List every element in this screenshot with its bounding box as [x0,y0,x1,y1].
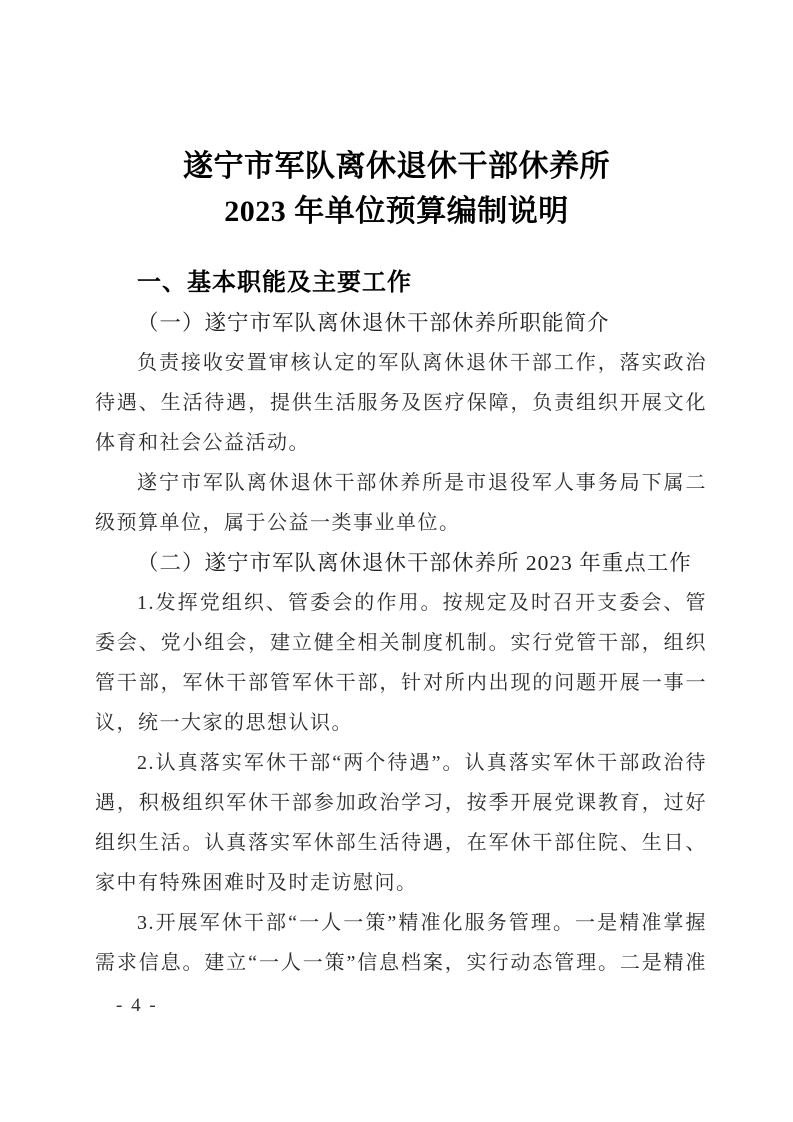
paragraph-line: 待遇、生活待遇，提供生活服务及医疗保障，负责组织开展文化 [95,392,707,414]
paragraph-line: 1.发挥党组织、管委会的作用。按规定及时召开支委会、管 [137,592,707,614]
paragraph-line: 3.开展军休干部“一人一策”精准化服务管理。一是精准掌握 [137,912,707,934]
paragraph-line: 家中有特殊困难时及时走访慰问。 [95,872,418,894]
title-line-1: 遂宁市军队离休退休干部休养所 [183,150,610,183]
paragraph-line: 组织生活。认真落实军休部生活待遇，在军休干部住院、生日、 [95,832,707,854]
paragraph-line: 2.认真落实军休干部“两个待遇”。认真落实军休干部政治待 [137,752,707,774]
paragraph-line: 遇，积极组织军休干部参加政治学习，按季开展党课教育，过好 [95,792,707,814]
paragraph-line: 委会、党小组会，建立健全相关制度机制。实行党管干部，组织 [95,632,707,654]
subsection-heading-2: （二）遂宁市军队离休退休干部休养所 2023 年重点工作 [137,551,692,575]
title-line-2: 2023 年单位预算编制说明 [224,195,569,228]
paragraph-line: 管干部，军休干部管军休干部，针对所内出现的问题开展一事一 [95,672,707,694]
section-heading-1: 一、基本职能及主要工作 [137,269,412,296]
paragraph-line: 级预算单位，属于公益一类事业单位。 [95,512,461,534]
document-body [95,263,707,983]
subsection-heading-1: （一）遂宁市军队离休退休干部休养所职能简介 [137,311,610,335]
paragraph-line: 议，统一大家的思想认识。 [95,712,353,734]
page-number: - 4 - [116,995,158,1016]
paragraph-line: 体育和社会公益活动。 [95,432,310,454]
paragraph-line: 遂宁市军队离休退休干部休养所是市退役军人事务局下属二 [137,472,707,494]
paragraph-line: 需求信息。建立“一人一策”信息档案，实行动态管理。二是精准 [95,952,707,974]
paragraph-line: 负责接收安置审核认定的军队离休退休干部工作，落实政治 [137,352,707,374]
document-title [0,144,793,234]
